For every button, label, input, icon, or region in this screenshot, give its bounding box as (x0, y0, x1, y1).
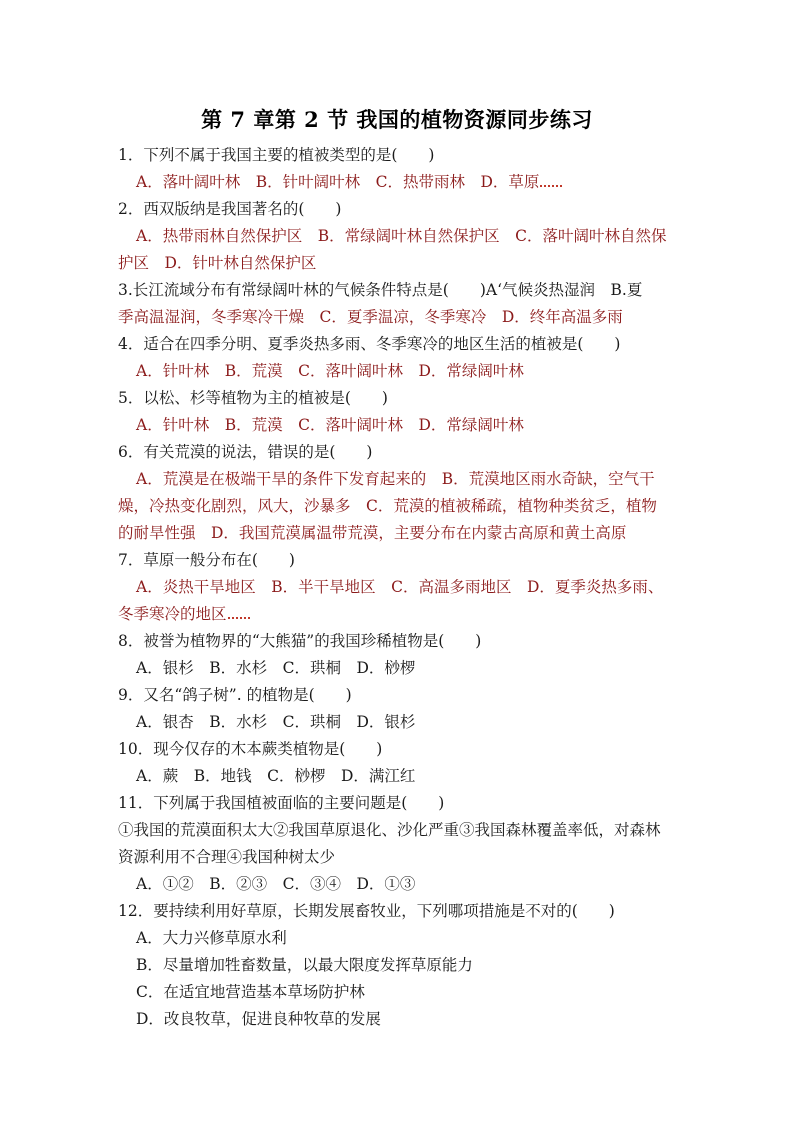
text-line (118, 493, 678, 520)
line-text: A．银杏 B．水杉 C．珙桐 D．银杉 (136, 713, 416, 731)
line-text: 2．西双版纳是我国著名的( ) (118, 200, 342, 218)
text-line (118, 655, 678, 682)
text-line (118, 250, 678, 277)
text-line (118, 979, 678, 1006)
line-text: 8．被誉为植物界的“大熊猫”的我国珍稀植物是( ) (118, 632, 482, 650)
text-line (118, 196, 678, 223)
text-line (118, 844, 678, 871)
page-title: 第 7 章第 2 节 我国的植物资源同步练习 (201, 107, 593, 132)
line-text: A．落叶阔叶林 B．针叶阔叶林 C．热带雨林 D．草原 (136, 173, 540, 191)
line-text: A．①② B．②③ C．③④ D．①③ (136, 875, 416, 893)
text-line (118, 574, 678, 601)
text-line (118, 385, 678, 412)
line-text: 11．下列属于我国植被面临的主要问题是( ) (118, 794, 445, 812)
line-text: 4．适合在四季分明、夏季炎热多雨、冬季寒冷的地区生活的植被是( ) (118, 335, 621, 353)
text-line (118, 736, 678, 763)
text-line (118, 466, 678, 493)
line-text: 冬季寒冷的地区 (118, 605, 227, 623)
text-line (118, 358, 678, 385)
text-line (118, 547, 678, 574)
line-text: 的耐旱性强 D．我国荒漠属温带荒漠，主要分布在内蒙古高原和黄土高原 (118, 524, 627, 542)
line-text: A．热带雨林自然保护区 B．常绿阔叶林自然保护区 C．落叶阔叶林自然保 (136, 227, 667, 245)
line-text: B．尽量增加牲畜数量，以最大限度发挥草原能力 (136, 956, 473, 974)
line-text: A．炎热干旱地区 B．半干旱地区 C．高温多雨地区 D．夏季炎热多雨、 (136, 578, 664, 596)
line-text: 季高温湿润，冬季寒冷干燥 C．夏季温凉，冬季寒冷 D．终年高温多雨 (118, 308, 623, 326)
text-line (118, 817, 678, 844)
line-text: C．在适宜地营造基本草场防护林 (136, 983, 365, 1001)
text-line (118, 790, 678, 817)
spellcheck-underline (540, 179, 562, 187)
text-line (118, 223, 678, 250)
line-text: A．蕨 B．地钱 C．桫椤 D．满江红 (136, 767, 416, 785)
line-text: A．银杉 B．水杉 C．珙桐 D．桫椤 (136, 659, 416, 677)
line-text: 1．下列不属于我国主要的植被类型的是( ) (118, 146, 435, 164)
text-line (118, 412, 678, 439)
text-line (118, 142, 678, 169)
line-text: A．针叶林 B．荒漠 C．落叶阔叶林 D．常绿阔叶林 (136, 416, 524, 434)
line-text: 7．草原一般分布在( ) (118, 551, 295, 569)
text-line (118, 601, 678, 628)
line-text: 9．又名“鸽子树”. 的植物是( ) (118, 686, 352, 704)
line-text: D．改良牧草，促进良种牧草的发展 (136, 1010, 381, 1028)
line-text: 5．以松、杉等植物为主的植被是( ) (118, 389, 388, 407)
text-line (118, 331, 678, 358)
text-line (118, 682, 678, 709)
text-line (118, 277, 678, 304)
text-line (118, 952, 678, 979)
text-line (118, 439, 678, 466)
text-line (118, 304, 678, 331)
line-text: 6．有关荒漠的说法，错误的是( ) (118, 443, 373, 461)
text-line (118, 628, 678, 655)
spellcheck-underline (228, 611, 250, 619)
line-text: 护区 D．针叶林自然保护区 (118, 254, 317, 272)
text-line (118, 898, 678, 925)
line-text: 10．现今仅存的木本蕨类植物是( ) (118, 740, 383, 758)
line-text: 12．要持续利用好草原，长期发展畜牧业，下列哪项措施是不对的( ) (118, 902, 615, 920)
text-line (118, 1006, 678, 1033)
line-text: A．荒漠是在极端干旱的条件下发育起来的 B．荒漠地区雨水奇缺，空气干 (136, 470, 655, 488)
line-text: ①我国的荒漠面积太大②我国草原退化、沙化严重③我国森林覆盖率低，对森林 (118, 821, 661, 839)
line-text: 资源利用不合理④我国种树太少 (118, 848, 336, 866)
question-list (118, 142, 678, 1033)
text-line (118, 520, 678, 547)
line-text: 3.长江流域分布有常绿阔叶林的气候条件特点是( )A‘气候炎热湿润 B.夏 (118, 281, 643, 299)
line-text: A．针叶林 B．荒漠 C．落叶阔叶林 D．常绿阔叶林 (136, 362, 524, 380)
line-text: 燥，冷热变化剧烈，风大，沙暴多 C．荒漠的植被稀疏，植物种类贫乏，植物 (118, 497, 657, 515)
text-line (118, 709, 678, 736)
line-text: A．大力兴修草原水利 (136, 929, 287, 947)
text-line (118, 925, 678, 952)
text-line (118, 871, 678, 898)
text-line (118, 169, 678, 196)
text-line (118, 763, 678, 790)
